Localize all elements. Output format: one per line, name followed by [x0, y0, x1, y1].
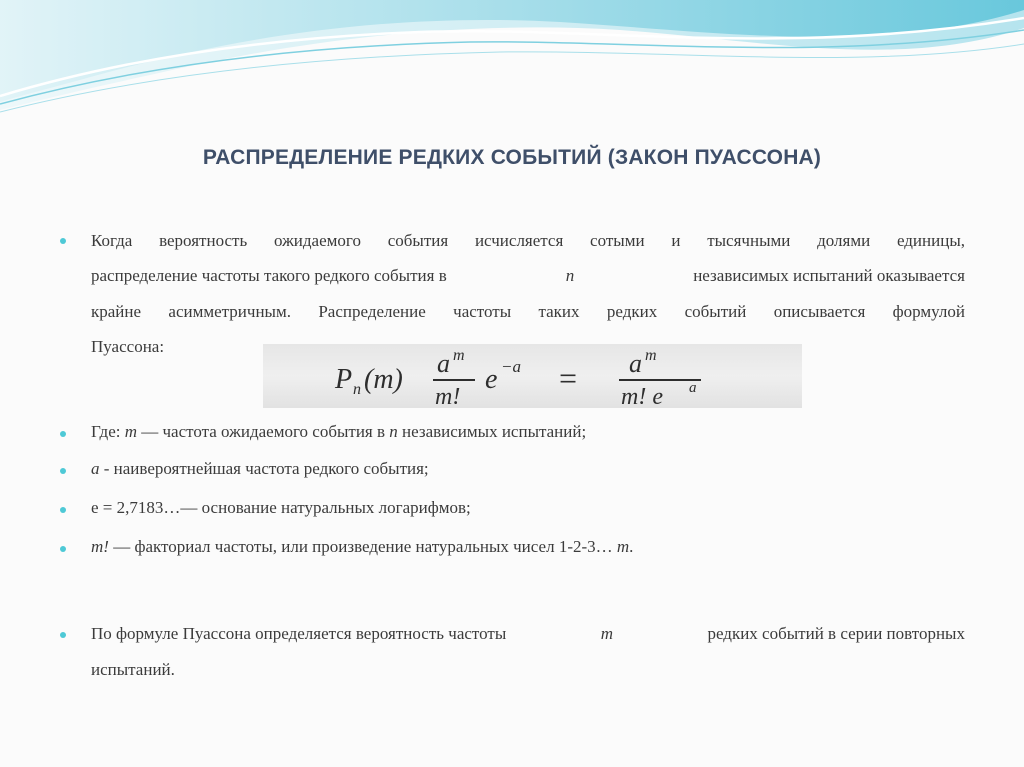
- var-m: m: [616, 537, 630, 556]
- var-a: a: [91, 459, 100, 478]
- item-text: е = 2,7183…— основание натуральных логарифмов;: [91, 498, 471, 517]
- slide-title: РАСПРЕДЕЛЕНИЕ РЕДКИХ СОБЫТИЙ (ЗАКОН ПУАССОНА): [202, 146, 822, 169]
- var-m: m: [124, 422, 137, 441]
- var-m: m: [600, 624, 613, 643]
- formula-den1: m!: [435, 384, 461, 408]
- bullet-dot: [60, 238, 66, 244]
- formula-sub-n: n: [353, 381, 361, 398]
- formula-e1: e: [485, 364, 498, 395]
- formula-num2: a: [629, 349, 642, 378]
- poisson-formula: [263, 344, 802, 408]
- intro-line-2-a: распределение частоты такого редкого события в: [91, 266, 447, 285]
- bullet-dot: [60, 632, 66, 638]
- bullet-dot: [60, 431, 66, 437]
- item-e: [91, 498, 471, 518]
- final-line-1: [91, 624, 965, 644]
- item-factorial: [91, 537, 633, 557]
- intro-line-2-b: независимых испытаний оказывается: [693, 266, 965, 285]
- item-text: — частота ожидаемого события в: [137, 422, 390, 441]
- var-n: n: [565, 266, 575, 285]
- formula-P: P: [335, 364, 353, 395]
- formula-num1: a: [437, 349, 450, 378]
- item-text: независимых испытаний;: [397, 422, 587, 441]
- header-wave-decoration: [0, 0, 1024, 120]
- intro-line-1: Когда вероятность ожидаемого события исчисляется сотыми и тысячными долями единицы,: [91, 231, 965, 250]
- formula-den2: m! e: [621, 384, 663, 408]
- item-where: [91, 422, 586, 442]
- bullet-dot: [60, 507, 66, 513]
- bullet-dot: [60, 546, 66, 552]
- item-text: - наивероятнейшая частота редкого события;: [99, 459, 429, 478]
- formula-exp-m1: m: [453, 347, 465, 364]
- item-prefix: Где:: [91, 422, 125, 441]
- item-text: — факториал частоты, или произведение натуральных чисел 1-2-3…: [108, 537, 617, 556]
- final-line-2: испытаний.: [91, 660, 175, 679]
- intro-line-3: крайне асимметричным. Распределение частоты таких редких событий описывается формулой: [91, 302, 965, 321]
- intro-line-4: Пуассона:: [91, 337, 165, 356]
- item-text: .: [629, 537, 634, 556]
- item-a: [91, 459, 429, 479]
- formula-exp-a: a: [689, 380, 697, 396]
- final-line-1-a: По формуле Пуассона определяется вероятность частоты: [91, 624, 507, 643]
- formula-equals: =: [559, 360, 578, 396]
- formula-exp-neg-a: −a: [501, 357, 521, 376]
- formula-paren: (m): [364, 364, 403, 395]
- intro-line-2: [91, 266, 965, 286]
- bullet-dot: [60, 468, 66, 474]
- var-m-factorial: m!: [91, 537, 109, 556]
- final-line-1-b: редких событий в серии повторных: [707, 624, 965, 643]
- var-n: n: [389, 422, 398, 441]
- formula-exp-m2: m: [645, 347, 657, 364]
